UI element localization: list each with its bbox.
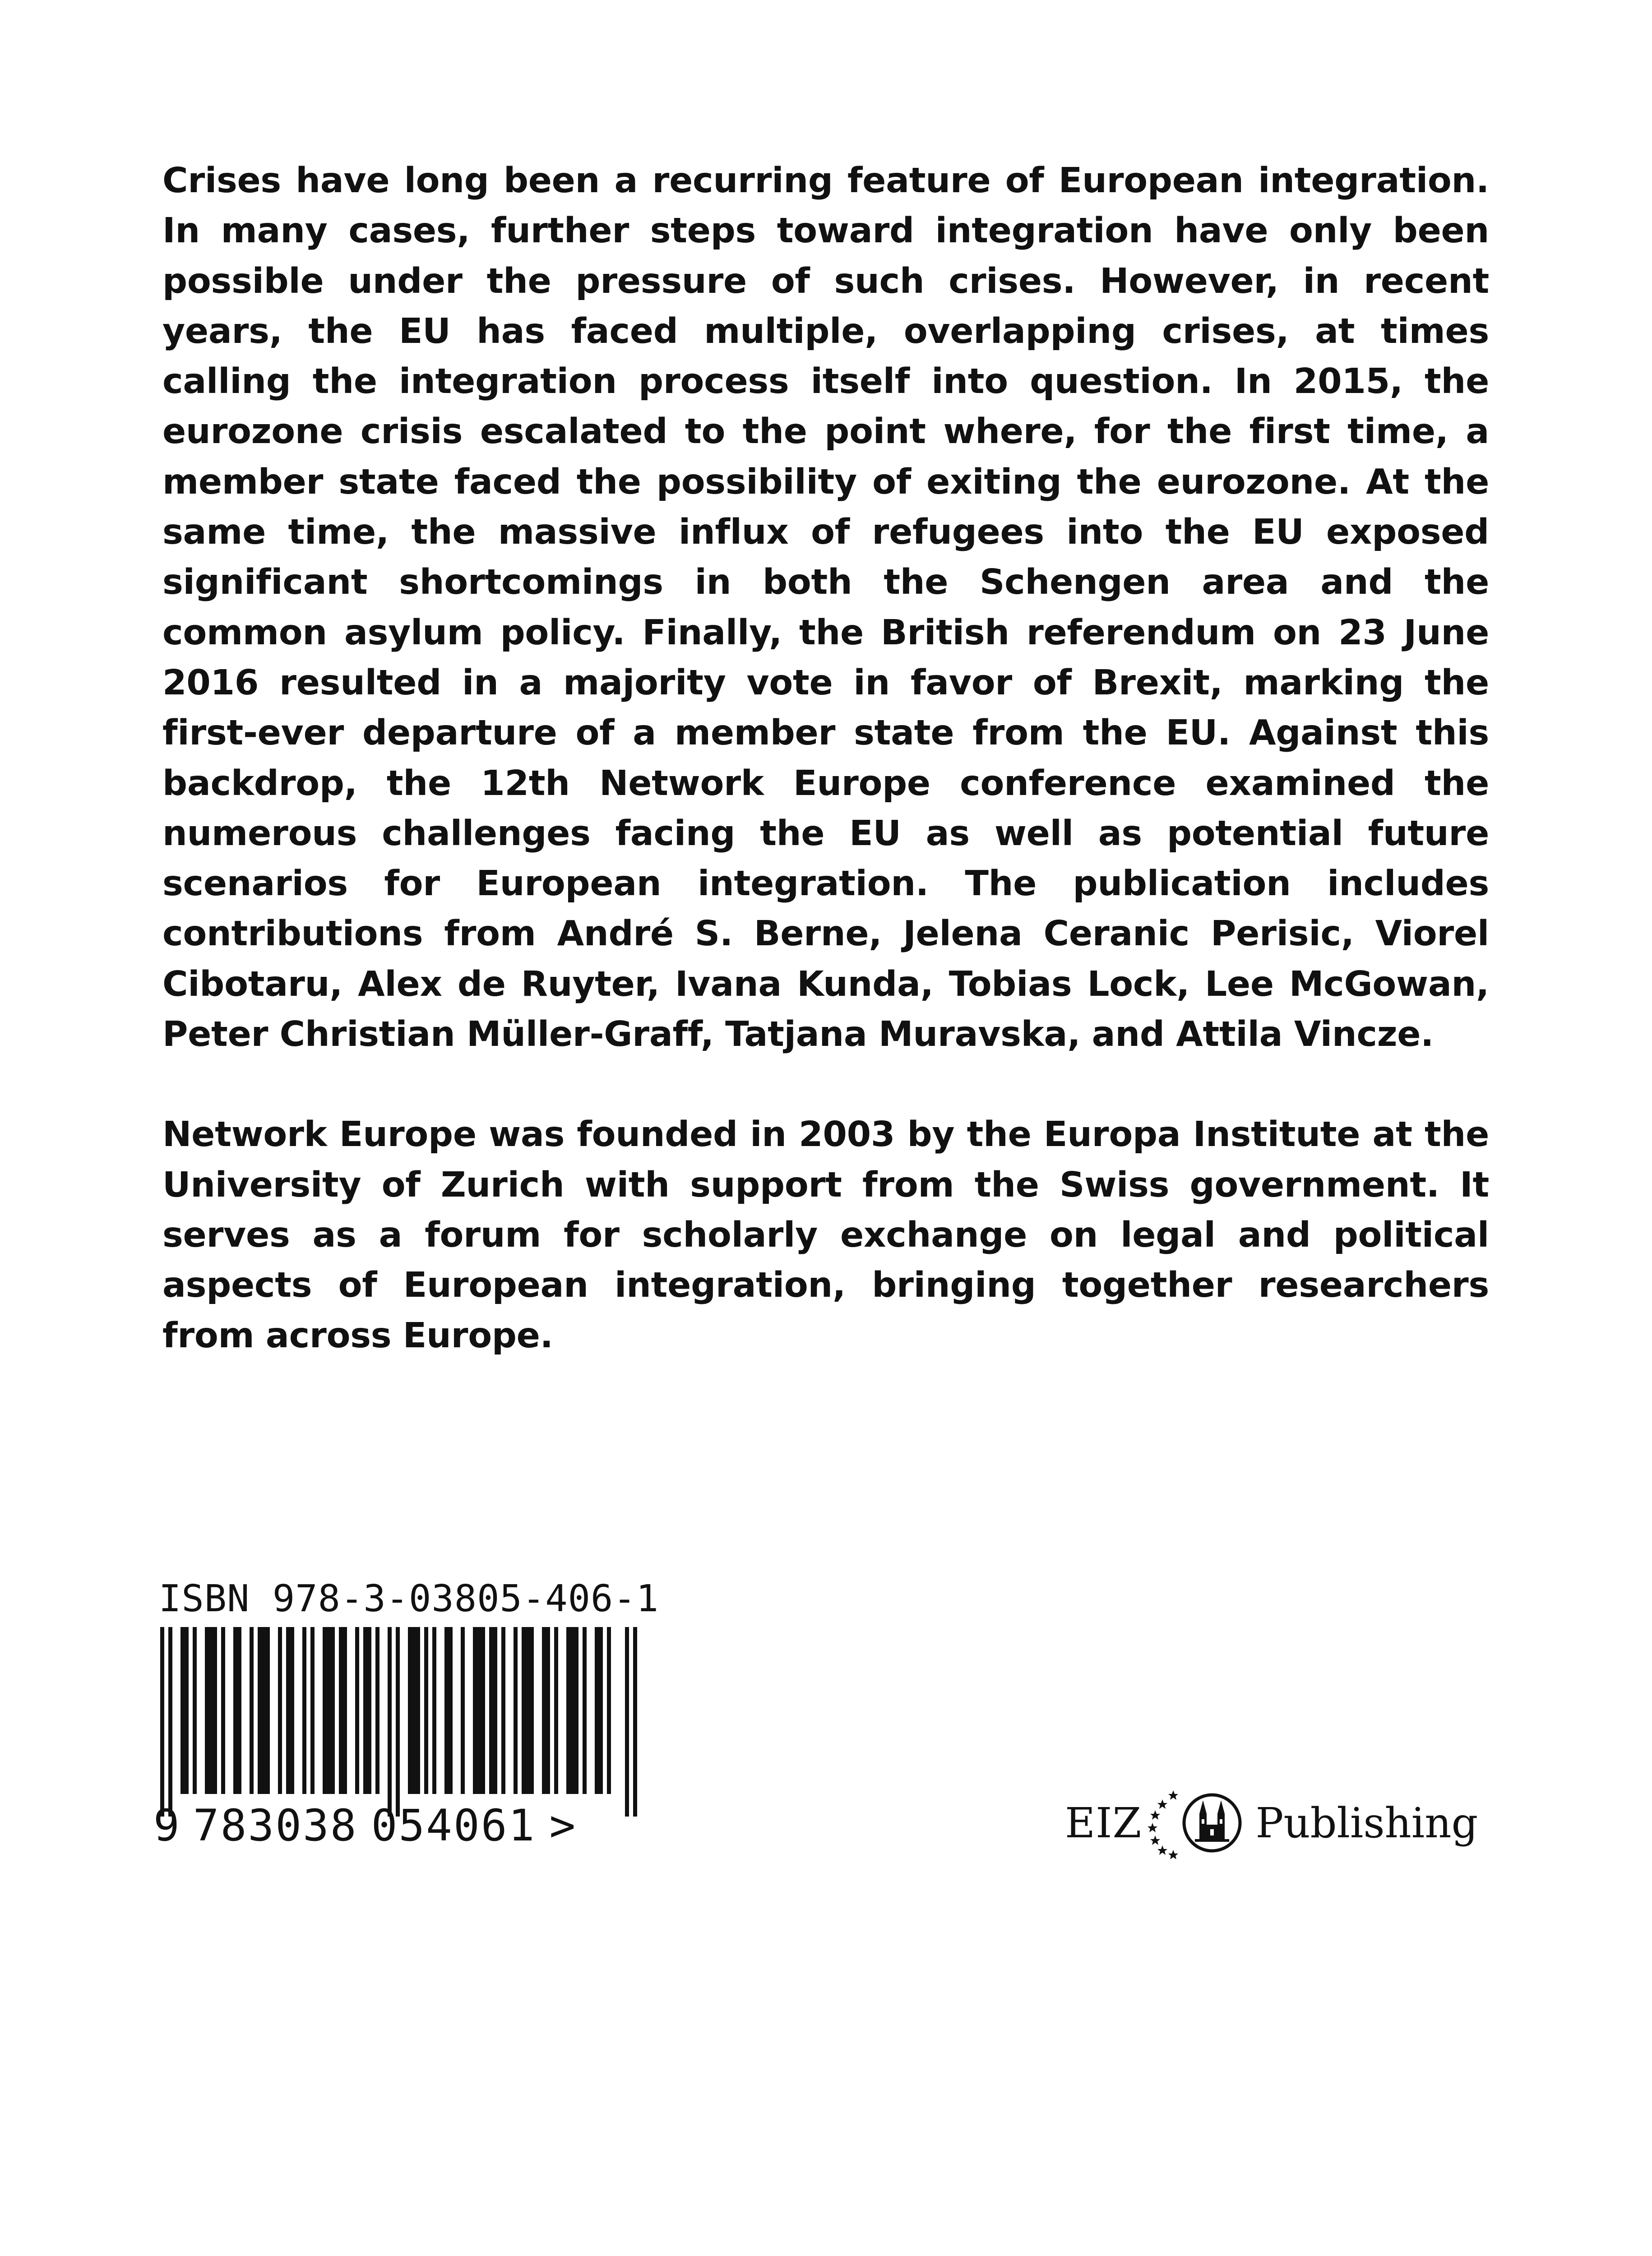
back-cover-blurb [162, 156, 1489, 1361]
barcode-digits-right: 054061 [371, 1800, 536, 1851]
blurb-paragraph-1: Crises have long been a recurring feature of European integration. In many cases, further steps toward integration have only been possible under the pressure of such crises. However, in recent years, the EU has faced multiple, overlapping crises, at times calling the integration process itself into question. In 2015, the eurozone crisis escalated to the point where, for the first time, a member state faced the possibility of exiting the eurozone. At the same time, the massive influx of refugees into the EU exposed significant shortcomings in both the Schengen area and the common asylum policy. Finally, the British referendum on 23 June 2016 resulted in a majority vote in favor of Brexit, marking the first-ever departure of a member state from the EU. Against this backdrop, the 12th Network Europe conference examined the numerous challenges facing the EU as well as potential future scenarios for European integration. The publication includes contributions from André S. Berne, Jelena Ceranic Perisic, Viorel Cibotaru, Alex de Ruyter, Ivana Kunda, Tobias Lock, Lee McGowan, Peter Christian Müller-Graff, Tatjana Muravska, and Attila Vincze. [162, 161, 1489, 1055]
publisher-name: Publishing [1255, 1798, 1478, 1847]
isbn-label: ISBN 978-3-03805-406-1 [159, 1577, 659, 1620]
blurb-paragraph-2: Network Europe was founded in 2003 by the Europa Institute at the University of Zurich with support from the Swiss government. It serves as a forum for scholarly exchange on legal and political aspects of European integration, bringing together researchers from across Europe. [162, 1114, 1489, 1356]
barcode-quiet-zone-mark: > [549, 1800, 576, 1851]
barcode-digits [153, 1800, 575, 1851]
barcode-first-digit: 9 [153, 1800, 180, 1851]
publisher-prefix: EIZ [1065, 1798, 1142, 1847]
barcode-digits-left: 783038 [193, 1800, 358, 1851]
publisher-logo [1065, 1787, 1478, 1859]
barcode-icon [160, 1627, 645, 1817]
eiz-emblem-icon [1144, 1787, 1253, 1859]
